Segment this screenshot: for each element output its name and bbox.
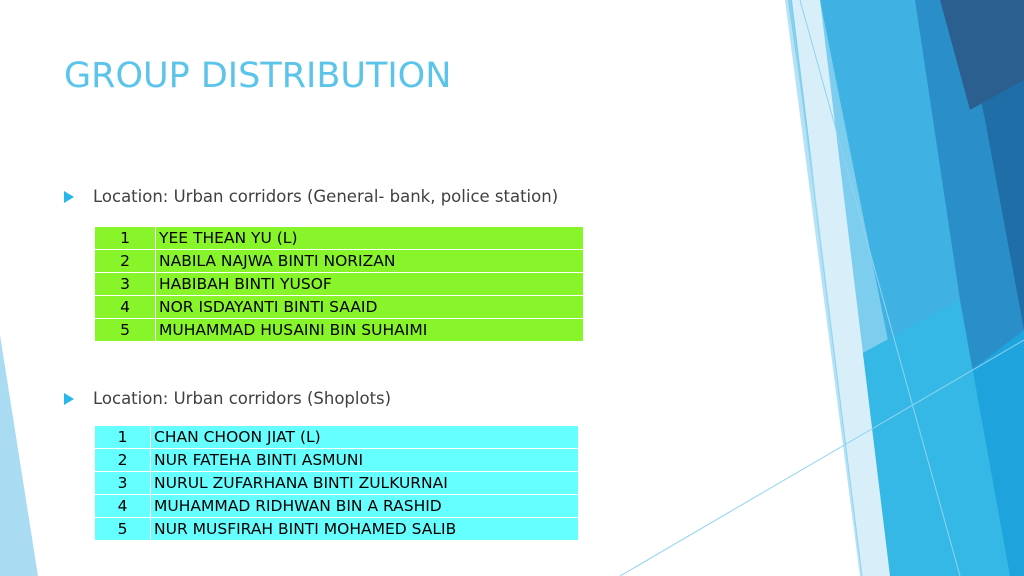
table-row [95, 296, 584, 319]
row-number: 3 [95, 273, 156, 296]
bullet-arrow-icon [64, 393, 74, 405]
row-number: 2 [95, 250, 156, 273]
member-name: CHAN CHOON JIAT (L) [151, 426, 579, 449]
table-row [95, 472, 579, 495]
member-name: NUR FATEHA BINTI ASMUNI [151, 449, 579, 472]
table-row [95, 273, 584, 296]
member-name: NOR ISDAYANTI BINTI SAAID [156, 296, 584, 319]
row-number: 1 [95, 227, 156, 250]
bullet-item-group-1 [64, 187, 558, 206]
bullet-arrow-icon [64, 191, 74, 203]
bullet-location-text: Location: Urban corridors (General- bank, police station) [93, 187, 559, 206]
member-name: NURUL ZUFARHANA BINTI ZULKURNAI [151, 472, 579, 495]
table-row [95, 449, 579, 472]
slide-title: GROUP DISTRIBUTION [64, 56, 452, 96]
row-number: 3 [95, 472, 151, 495]
row-number: 5 [95, 319, 156, 342]
member-name: MUHAMMAD RIDHWAN BIN A RASHID [151, 495, 579, 518]
member-name: HABIBAH BINTI YUSOF [156, 273, 584, 296]
member-name: NABILA NAJWA BINTI NORIZAN [156, 250, 584, 273]
member-name: MUHAMMAD HUSAINI BIN SUHAIMI [156, 319, 584, 342]
group-2-table [94, 425, 579, 541]
table-row [95, 495, 579, 518]
bullet-location-text: Location: Urban corridors (Shoplots) [93, 389, 392, 408]
table-row [95, 518, 579, 541]
row-number: 4 [95, 495, 151, 518]
row-number: 1 [95, 426, 151, 449]
table-row [95, 426, 579, 449]
row-number: 4 [95, 296, 156, 319]
member-name: YEE THEAN YU (L) [156, 227, 584, 250]
left-edge-sliver [0, 335, 38, 576]
group-1-table [94, 226, 584, 342]
member-name: NUR MUSFIRAH BINTI MOHAMED SALIB [151, 518, 579, 541]
row-number: 5 [95, 518, 151, 541]
table-row [95, 319, 584, 342]
row-number: 2 [95, 449, 151, 472]
table-row [95, 227, 584, 250]
table-row [95, 250, 584, 273]
bullet-item-group-2 [64, 389, 391, 408]
